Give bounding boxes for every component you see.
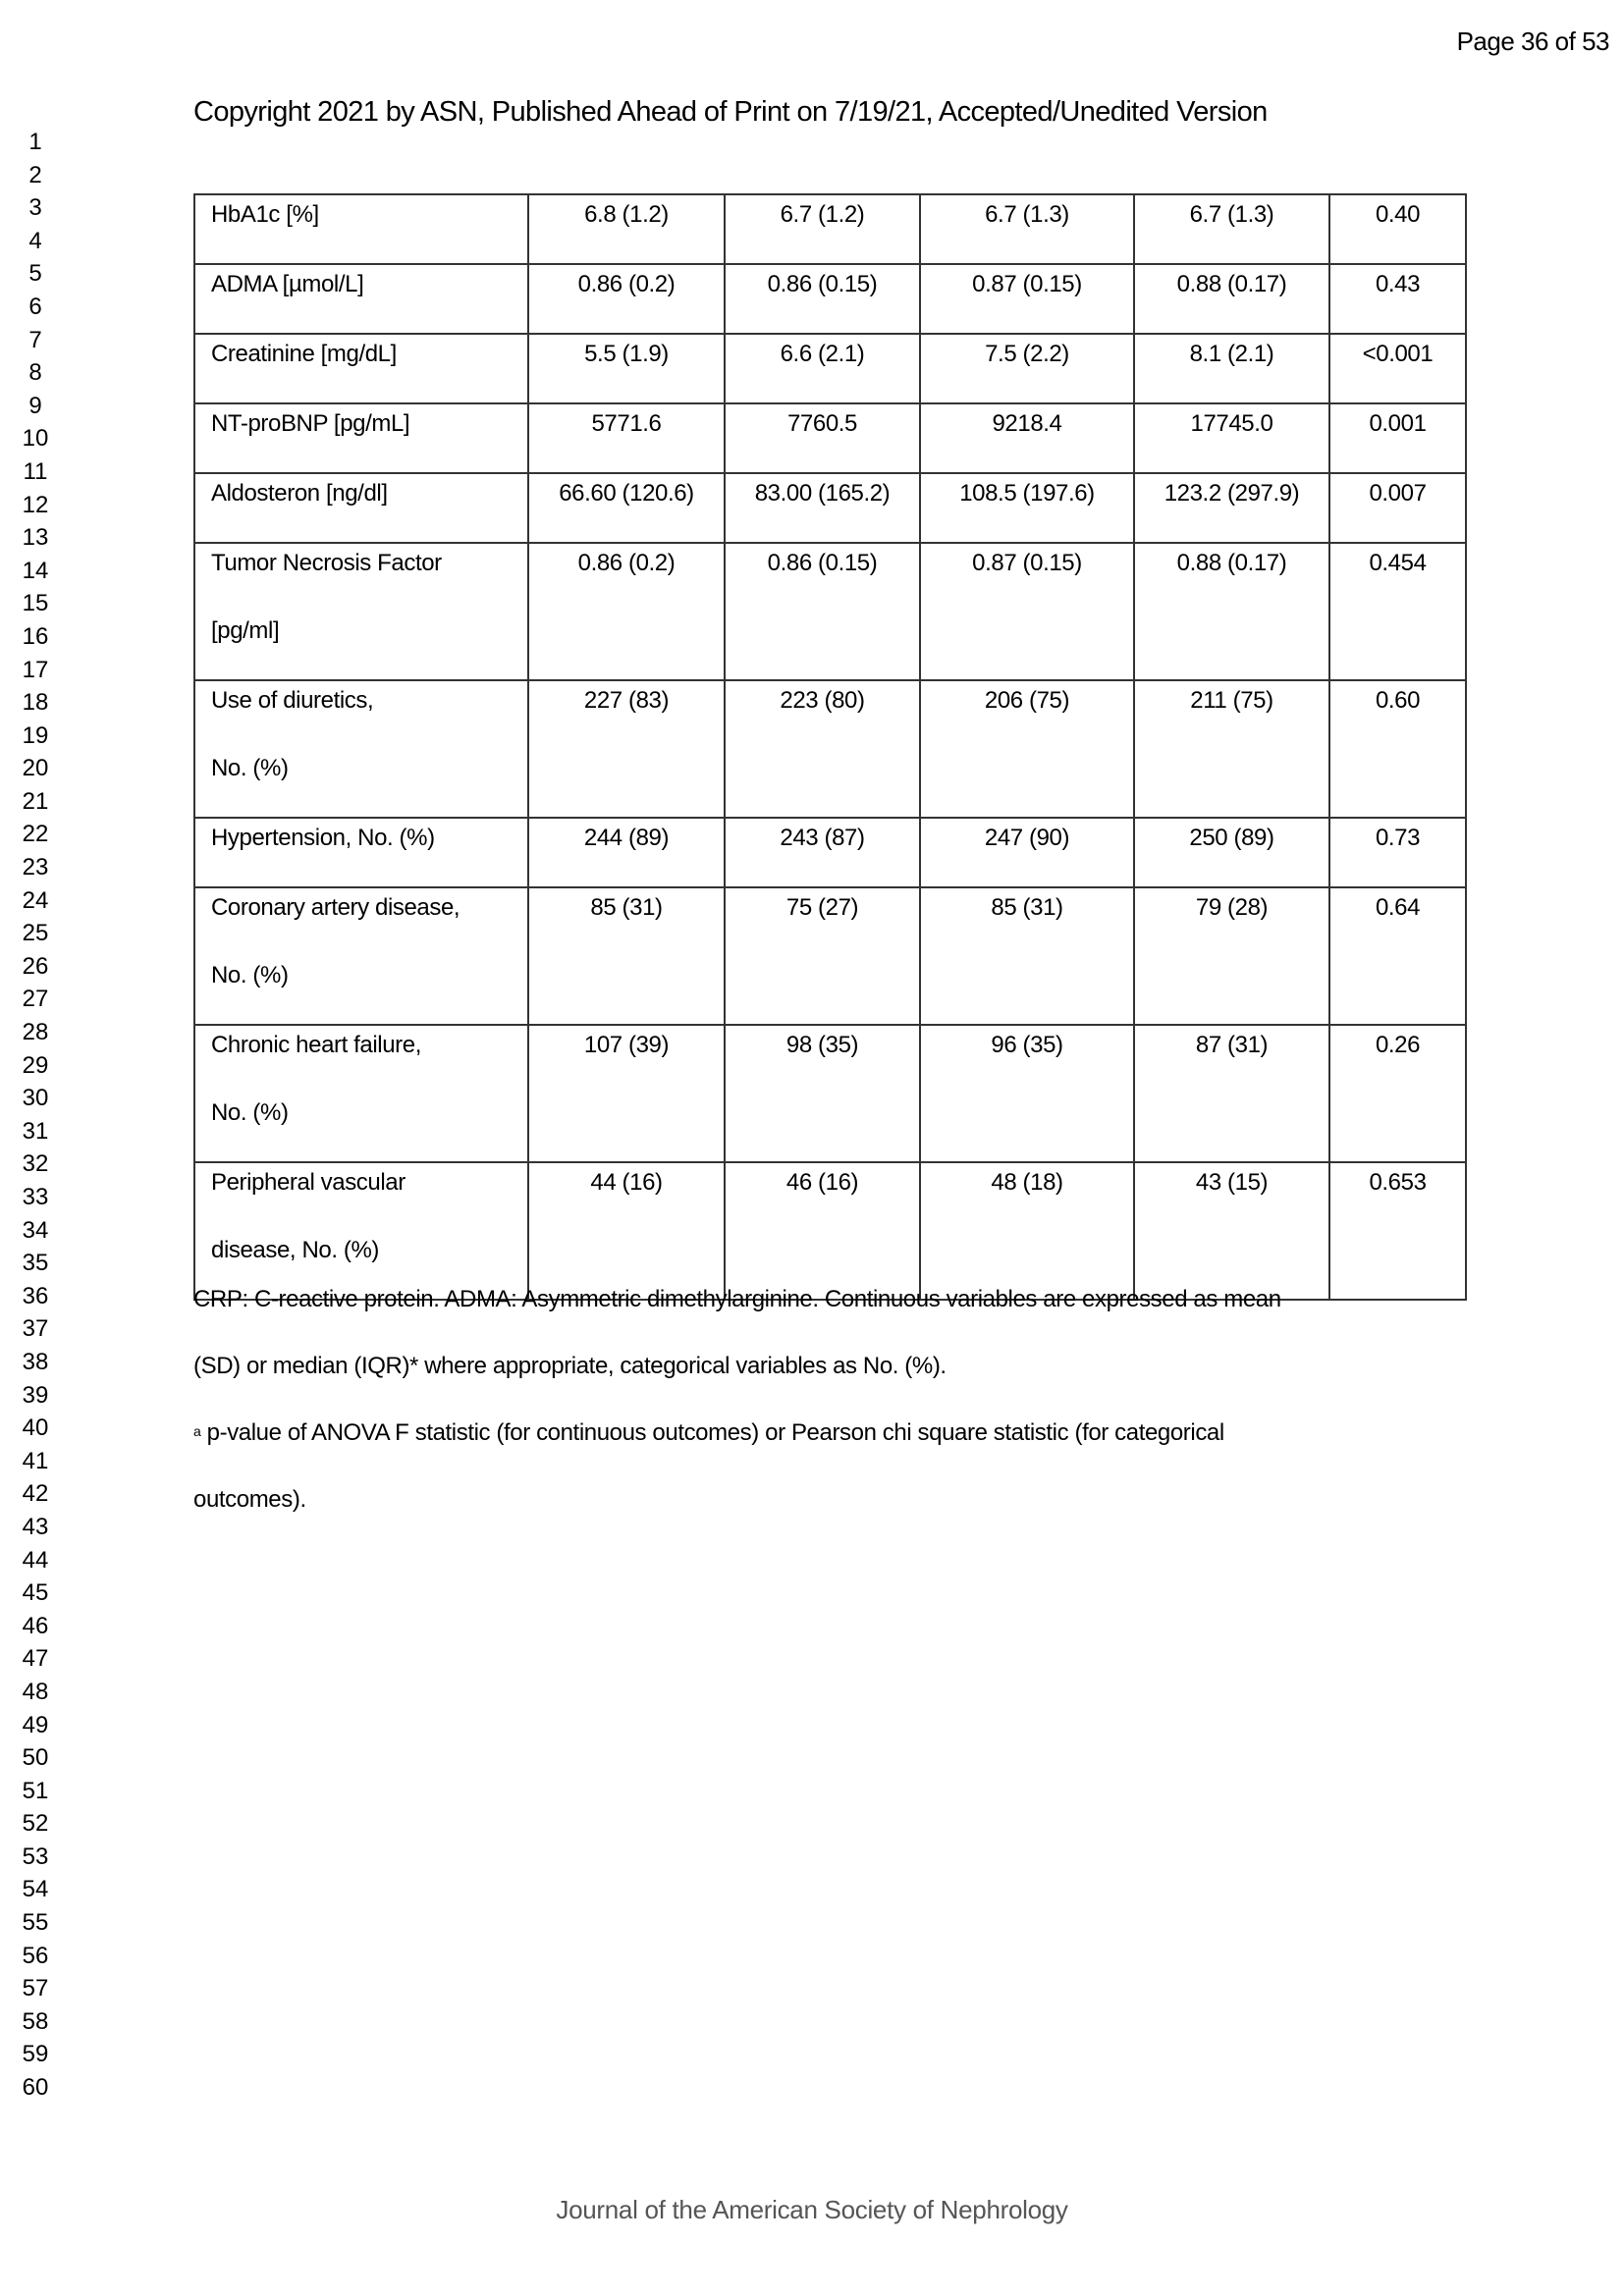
cell-value: 43 (15) — [1195, 1169, 1269, 1196]
journal-footer: Journal of the American Society of Nephrology — [556, 2195, 1068, 2224]
value-cell — [725, 818, 920, 887]
cell-value: 5.5 (1.9) — [584, 341, 669, 367]
footnote-marker: a — [193, 1423, 201, 1439]
cell-value: 85 (31) — [991, 894, 1063, 921]
p-value: 0.454 — [1369, 550, 1427, 576]
cell-value: 17745.0 — [1190, 410, 1273, 437]
cell-value: 46 (16) — [785, 1169, 859, 1196]
value-cell — [725, 887, 920, 1025]
cell-value: 0.86 (0.2) — [577, 271, 676, 297]
value-cell — [1134, 887, 1329, 1025]
p-value: 0.26 — [1375, 1032, 1421, 1058]
line-number: 46 — [22, 1612, 49, 1639]
p-value-cell — [1329, 1025, 1466, 1162]
row-label: Peripheral vascular — [211, 1169, 406, 1196]
line-number: 3 — [28, 194, 42, 222]
value-cell — [725, 1162, 920, 1300]
cell-value: 0.87 (0.15) — [972, 271, 1082, 297]
footnote-pvalue — [193, 1415, 1421, 1482]
value-cell — [725, 194, 920, 264]
cell-value: 85 (31) — [590, 894, 663, 921]
value-cell — [725, 334, 920, 403]
cell-value: 83.00 (165.2) — [754, 480, 891, 507]
value-cell — [1134, 334, 1329, 403]
cell-value: 96 (35) — [991, 1032, 1063, 1058]
line-number: 41 — [22, 1447, 49, 1474]
value-cell — [528, 1025, 725, 1162]
row-label: Tumor Necrosis Factor — [211, 550, 442, 576]
value-cell — [920, 680, 1134, 818]
p-value-cell — [1329, 887, 1466, 1025]
line-number: 55 — [22, 1909, 49, 1937]
cell-value: 5771.6 — [591, 410, 662, 437]
cell-value: 6.7 (1.3) — [985, 201, 1069, 228]
cell-value: 6.7 (1.3) — [1189, 201, 1274, 228]
table-row — [194, 334, 1466, 403]
line-number: 24 — [22, 886, 49, 914]
value-cell — [920, 264, 1134, 334]
footnote-pvalue-cont: outcomes). — [193, 1486, 306, 1513]
value-cell — [725, 543, 920, 680]
table-row — [194, 264, 1466, 334]
line-number: 13 — [22, 524, 49, 552]
table-footnotes — [193, 1282, 1421, 1549]
line-number: 44 — [22, 1546, 49, 1574]
value-cell — [1134, 264, 1329, 334]
cell-value: 79 (28) — [1195, 894, 1269, 921]
line-number: 58 — [22, 2007, 49, 2035]
line-number: 4 — [28, 227, 42, 254]
line-number: 59 — [22, 2041, 49, 2068]
line-number: 9 — [28, 392, 42, 419]
row-label: ADMA [µmol/L] — [211, 271, 364, 297]
value-cell — [528, 1162, 725, 1300]
line-number: 20 — [22, 755, 49, 782]
row-label-cell — [194, 264, 528, 334]
value-cell — [920, 543, 1134, 680]
footnote-abbreviations-cont: (SD) or median (IQR)* where appropriate, categorical variables as No. (%). — [193, 1353, 947, 1379]
line-number: 31 — [22, 1117, 49, 1145]
line-number: 49 — [22, 1711, 49, 1738]
value-cell — [528, 680, 725, 818]
p-value-cell — [1329, 473, 1466, 543]
row-label: Creatinine [mg/dL] — [211, 341, 397, 367]
table-row — [194, 1162, 1466, 1300]
line-number: 10 — [22, 425, 49, 453]
cell-value: 87 (31) — [1195, 1032, 1269, 1058]
cell-value: 243 (87) — [780, 825, 865, 851]
row-label: No. (%) — [211, 962, 289, 988]
row-label-cell — [194, 543, 528, 680]
footnote-pvalue-text: p-value of ANOVA F statistic (for continuous outcomes) or Pearson chi square statistic (for categorical — [200, 1419, 1224, 1446]
cell-value: 98 (35) — [785, 1032, 859, 1058]
line-number: 16 — [22, 622, 49, 650]
line-number: 40 — [22, 1415, 49, 1442]
cell-value: 6.6 (2.1) — [780, 341, 865, 367]
p-value: 0.73 — [1375, 825, 1421, 851]
line-number: 25 — [22, 920, 49, 947]
line-number: 53 — [22, 1842, 49, 1870]
cell-value: 0.88 (0.17) — [1176, 271, 1287, 297]
page-number: Page 36 of 53 — [1456, 27, 1609, 56]
value-cell — [528, 264, 725, 334]
line-number: 35 — [22, 1250, 49, 1277]
value-cell — [528, 543, 725, 680]
cell-value: 227 (83) — [583, 687, 670, 714]
value-cell — [725, 473, 920, 543]
value-cell — [1134, 1162, 1329, 1300]
line-number: 27 — [22, 986, 49, 1013]
value-cell — [528, 403, 725, 473]
p-value-cell — [1329, 264, 1466, 334]
row-label: No. (%) — [211, 755, 289, 781]
p-value: 0.60 — [1375, 687, 1421, 714]
cell-value: 66.60 (120.6) — [559, 480, 694, 507]
p-value-cell — [1329, 334, 1466, 403]
row-label: Hypertension, No. (%) — [211, 825, 435, 851]
value-cell — [528, 818, 725, 887]
row-label-cell — [194, 818, 528, 887]
cell-value: 44 (16) — [590, 1169, 663, 1196]
data-table — [193, 193, 1467, 1301]
line-number: 54 — [22, 1876, 49, 1903]
value-cell — [920, 334, 1134, 403]
cell-value: 6.7 (1.2) — [780, 201, 865, 228]
cell-value: 0.88 (0.17) — [1176, 550, 1287, 576]
value-cell — [920, 473, 1134, 543]
line-number: 56 — [22, 1942, 49, 1969]
table-row — [194, 1025, 1466, 1162]
cell-value: 9218.4 — [992, 410, 1062, 437]
p-value: 0.64 — [1375, 894, 1421, 921]
row-label-cell — [194, 1162, 528, 1300]
cell-value: 250 (89) — [1189, 825, 1274, 851]
value-cell — [920, 818, 1134, 887]
row-label-cell — [194, 887, 528, 1025]
row-label-cell — [194, 680, 528, 818]
value-cell — [920, 194, 1134, 264]
copyright-header: Copyright 2021 by ASN, Published Ahead of Print on 7/19/21, Accepted/Unedited Version — [193, 96, 1268, 128]
cell-value: 0.86 (0.15) — [767, 271, 878, 297]
line-number: 14 — [22, 557, 49, 584]
cell-value: 244 (89) — [583, 825, 670, 851]
cell-value: 75 (27) — [785, 894, 859, 921]
value-cell — [528, 887, 725, 1025]
footnote-abbreviations: CRP: C-reactive protein. ADMA: Asymmetric dimethylarginine. Continuous variables are expressed as mean — [193, 1286, 1281, 1312]
line-number: 48 — [22, 1678, 49, 1705]
row-label: HbA1c [%] — [211, 201, 319, 228]
p-value: 0.653 — [1369, 1169, 1427, 1196]
value-cell — [528, 334, 725, 403]
p-value-cell — [1329, 194, 1466, 264]
cell-value: 0.86 (0.2) — [577, 550, 676, 576]
cell-value: 8.1 (2.1) — [1189, 341, 1274, 367]
line-number: 12 — [22, 491, 49, 518]
value-cell — [725, 680, 920, 818]
row-label: [pg/ml] — [211, 617, 280, 644]
cell-value: 0.86 (0.15) — [767, 550, 878, 576]
line-number: 39 — [22, 1381, 49, 1409]
cell-value: 108.5 (197.6) — [959, 480, 1095, 507]
line-number: 26 — [22, 952, 49, 980]
p-value: <0.001 — [1362, 341, 1434, 367]
table-row — [194, 473, 1466, 543]
p-value-cell — [1329, 818, 1466, 887]
row-label: Use of diuretics, — [211, 687, 374, 714]
line-number: 29 — [22, 1051, 49, 1079]
p-value-cell — [1329, 1162, 1466, 1300]
line-number: 51 — [22, 1777, 49, 1804]
table-row — [194, 403, 1466, 473]
line-numbers — [18, 126, 53, 2105]
line-number: 47 — [22, 1645, 49, 1673]
cell-value: 6.8 (1.2) — [584, 201, 669, 228]
line-number: 32 — [22, 1150, 49, 1178]
line-number: 37 — [22, 1315, 49, 1343]
value-cell — [920, 1025, 1134, 1162]
cell-value: 0.87 (0.15) — [972, 550, 1082, 576]
table-row — [194, 680, 1466, 818]
cell-value: 7.5 (2.2) — [985, 341, 1069, 367]
table-row — [194, 887, 1466, 1025]
value-cell — [725, 264, 920, 334]
line-number: 18 — [22, 689, 49, 717]
value-cell — [528, 473, 725, 543]
value-cell — [1134, 473, 1329, 543]
value-cell — [725, 1025, 920, 1162]
row-label: Coronary artery disease, — [211, 894, 460, 921]
line-number: 28 — [22, 1019, 49, 1046]
line-number: 5 — [28, 260, 42, 288]
cell-value: 223 (80) — [780, 687, 865, 714]
p-value: 0.007 — [1369, 480, 1427, 507]
p-value-cell — [1329, 543, 1466, 680]
line-number: 38 — [22, 1348, 49, 1375]
value-cell — [920, 887, 1134, 1025]
line-number: 36 — [22, 1282, 49, 1309]
line-number: 7 — [28, 326, 42, 353]
line-number: 34 — [22, 1216, 49, 1244]
row-label: No. (%) — [211, 1099, 289, 1126]
line-number: 52 — [22, 1810, 49, 1838]
cell-value: 48 (18) — [991, 1169, 1063, 1196]
line-number: 45 — [22, 1579, 49, 1607]
row-label: Aldosteron [ng/dl] — [211, 480, 388, 507]
row-label: NT-proBNP [pg/mL] — [211, 410, 410, 437]
cell-value: 107 (39) — [583, 1032, 670, 1058]
value-cell — [920, 1162, 1134, 1300]
row-label: Chronic heart failure, — [211, 1032, 421, 1058]
row-label-cell — [194, 334, 528, 403]
p-value-cell — [1329, 680, 1466, 818]
row-label-cell — [194, 473, 528, 543]
value-cell — [1134, 194, 1329, 264]
value-cell — [920, 403, 1134, 473]
cell-value: 247 (90) — [984, 825, 1070, 851]
value-cell — [1134, 403, 1329, 473]
line-number: 50 — [22, 1744, 49, 1772]
row-label-cell — [194, 194, 528, 264]
line-number: 2 — [28, 161, 42, 188]
line-number: 17 — [22, 656, 49, 683]
cell-value: 211 (75) — [1190, 687, 1273, 714]
line-number: 15 — [22, 590, 49, 617]
line-number: 30 — [22, 1085, 49, 1112]
cell-value: 123.2 (297.9) — [1164, 480, 1300, 507]
line-number: 11 — [23, 457, 48, 485]
line-number: 1 — [28, 129, 42, 155]
line-number: 60 — [22, 2074, 49, 2102]
line-number: 22 — [22, 821, 49, 848]
p-value-cell — [1329, 403, 1466, 473]
value-cell — [528, 194, 725, 264]
value-cell — [725, 403, 920, 473]
row-label-cell — [194, 1025, 528, 1162]
value-cell — [1134, 543, 1329, 680]
row-label: disease, No. (%) — [211, 1237, 379, 1263]
value-cell — [1134, 680, 1329, 818]
p-value: 0.001 — [1369, 410, 1427, 437]
line-number: 43 — [22, 1513, 49, 1540]
table-row — [194, 543, 1466, 680]
p-value: 0.40 — [1375, 201, 1421, 228]
line-number: 21 — [22, 787, 49, 815]
cell-value: 206 (75) — [984, 687, 1070, 714]
table-row — [194, 818, 1466, 887]
line-number: 23 — [22, 854, 49, 881]
line-number: 6 — [28, 293, 42, 320]
line-number: 33 — [22, 1184, 49, 1210]
table-row — [194, 194, 1466, 264]
line-number: 8 — [28, 359, 42, 387]
value-cell — [1134, 1025, 1329, 1162]
line-number: 57 — [22, 1975, 49, 2002]
row-label-cell — [194, 403, 528, 473]
value-cell — [1134, 818, 1329, 887]
line-number: 19 — [22, 721, 49, 749]
p-value: 0.43 — [1375, 271, 1421, 297]
line-number: 42 — [22, 1480, 49, 1508]
cell-value: 7760.5 — [786, 410, 857, 437]
